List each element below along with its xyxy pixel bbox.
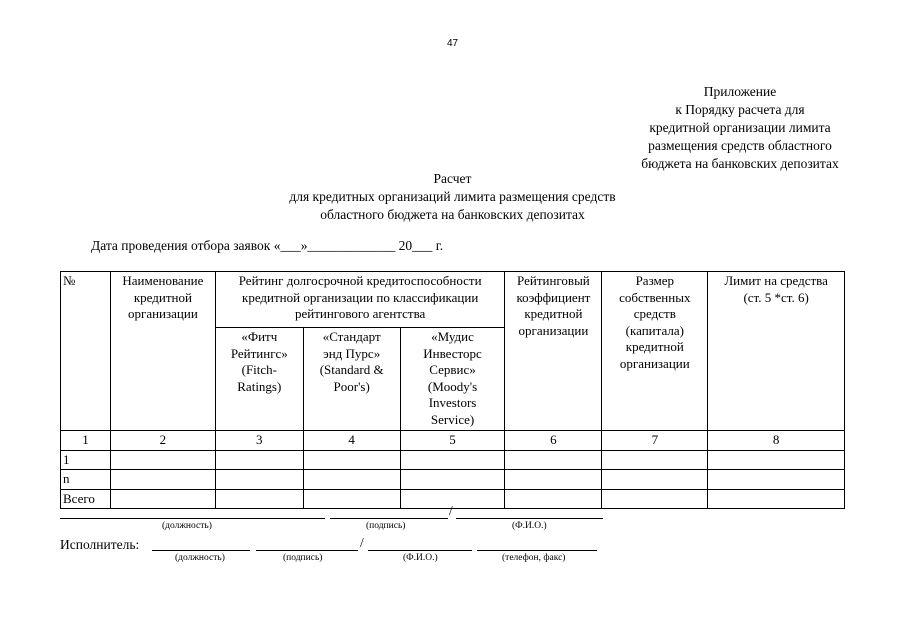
- column-number: 6: [505, 431, 602, 451]
- document-title: [220, 170, 685, 224]
- table-cell: [303, 470, 400, 490]
- table-cell: [505, 470, 602, 490]
- executor-position-line: [152, 550, 250, 551]
- table-cell: [602, 470, 708, 490]
- header-org-name: [110, 272, 215, 431]
- header-line: «Фитч: [241, 329, 278, 344]
- table-cell: [602, 489, 708, 509]
- row-label: Всего: [61, 489, 111, 509]
- column-number: 1: [61, 431, 111, 451]
- header-line: кредитной: [625, 339, 684, 354]
- caption-position: (должность): [175, 553, 225, 563]
- table-cell: [215, 450, 303, 470]
- header-fitch: [215, 328, 303, 431]
- header-line: Service): [430, 411, 475, 427]
- table-cell: [602, 450, 708, 470]
- header-line: собственных: [619, 289, 691, 305]
- separator-slash: /: [449, 503, 453, 518]
- appendix-line: бюджета на банковских депозитах: [641, 156, 839, 171]
- table-row: [61, 450, 845, 470]
- table-cell: [505, 489, 602, 509]
- table-row: [61, 470, 845, 490]
- row-label: 1: [61, 450, 111, 470]
- appendix-line: Приложение: [703, 84, 777, 99]
- appendix-line: кредитной организации лимита: [649, 120, 831, 135]
- caption-fio: (Ф.И.О.): [403, 553, 438, 563]
- header-line: (капитала): [625, 322, 684, 338]
- header-line: энд Пурс»: [323, 345, 381, 361]
- header-line: кредитной: [524, 306, 583, 321]
- header-credit-rating: [215, 272, 505, 328]
- table-cell: [400, 450, 505, 470]
- header-line: организации: [619, 355, 690, 371]
- table-cell: [215, 470, 303, 490]
- page-number: 47: [446, 38, 459, 49]
- executor-phone-line: [477, 550, 597, 551]
- table-cell: [110, 470, 215, 490]
- header-line: Сервис»: [429, 362, 476, 377]
- separator-slash: /: [360, 535, 364, 550]
- header-limit: [708, 272, 845, 431]
- limit-calculation-table: [60, 271, 845, 509]
- header-line: Рейтингс»: [230, 345, 288, 361]
- title-line: для кредитных организаций лимита размещения средств: [289, 189, 616, 204]
- caption-signature: (подпись): [366, 521, 406, 531]
- header-line: Рейтинг долгосрочной кредитоспособности: [238, 273, 482, 288]
- header-line: организации: [128, 306, 198, 321]
- header-line: (Fitch-: [241, 362, 277, 377]
- header-rating-coefficient: [505, 272, 602, 431]
- table-cell: [708, 450, 845, 470]
- header-number: №: [61, 272, 111, 431]
- executor-fio-line: [368, 550, 472, 551]
- header-line: Инвесторс: [423, 345, 482, 361]
- header-line: Ratings): [237, 378, 282, 394]
- caption-position: (должность): [162, 521, 212, 531]
- caption-signature: (подпись): [283, 553, 323, 563]
- column-number-row: [61, 431, 845, 451]
- position-line: [60, 518, 325, 519]
- header-line: организации: [518, 322, 589, 338]
- executor-signature-line: [256, 550, 358, 551]
- appendix-line: размещения средств областного: [648, 138, 832, 153]
- table-cell: [708, 470, 845, 490]
- selection-date-line: Дата проведения отбора заявок «___»_____________ 20___ г.: [91, 238, 444, 253]
- column-number: 8: [708, 431, 845, 451]
- title-line: Расчет: [433, 171, 472, 186]
- table-cell: [505, 450, 602, 470]
- appendix-block: [600, 83, 880, 173]
- header-line: Наименование: [122, 273, 204, 288]
- header-line: Рейтинговый: [517, 273, 590, 288]
- caption-fio: (Ф.И.О.): [512, 521, 547, 531]
- header-own-capital: [602, 272, 708, 431]
- header-line: Размер: [635, 273, 675, 288]
- column-number: 2: [110, 431, 215, 451]
- row-label: n: [61, 470, 111, 490]
- table-cell: [303, 489, 400, 509]
- column-number: 7: [602, 431, 708, 451]
- table-cell: [215, 489, 303, 509]
- header-line: рейтингового агентства: [294, 306, 426, 321]
- header-line: Poor's): [333, 378, 370, 394]
- header-line: коэффициент: [516, 289, 591, 305]
- header-line: (Standard &: [319, 362, 384, 377]
- header-line: «Стандарт: [322, 329, 381, 344]
- header-line: Investors: [428, 395, 477, 410]
- table-cell: [303, 450, 400, 470]
- header-line: (ст. 5 *ст. 6): [743, 289, 809, 305]
- header-line: Лимит на средства: [724, 273, 828, 288]
- header-line: кредитной: [133, 289, 192, 305]
- executor-label: Исполнитель:: [60, 537, 140, 552]
- table-cell: [708, 489, 845, 509]
- header-line: кредитной организации по классификации: [242, 289, 479, 305]
- fio-line: [456, 518, 603, 519]
- caption-phone-fax: (телефон, факс): [502, 553, 566, 563]
- header-line: средств: [633, 306, 676, 321]
- column-number: 3: [215, 431, 303, 451]
- header-standard-poors: [303, 328, 400, 431]
- header-line: (Moody's: [427, 378, 478, 394]
- table-cell: [110, 450, 215, 470]
- appendix-line: к Порядку расчета для: [675, 102, 805, 117]
- column-number: 5: [400, 431, 505, 451]
- title-line: областного бюджета на банковских депозитах: [320, 207, 585, 222]
- header-moodys: [400, 328, 505, 431]
- table-cell: [400, 470, 505, 490]
- column-number: 4: [303, 431, 400, 451]
- table-cell: [110, 489, 215, 509]
- signature-line: [330, 518, 448, 519]
- header-line: «Мудис: [431, 329, 474, 344]
